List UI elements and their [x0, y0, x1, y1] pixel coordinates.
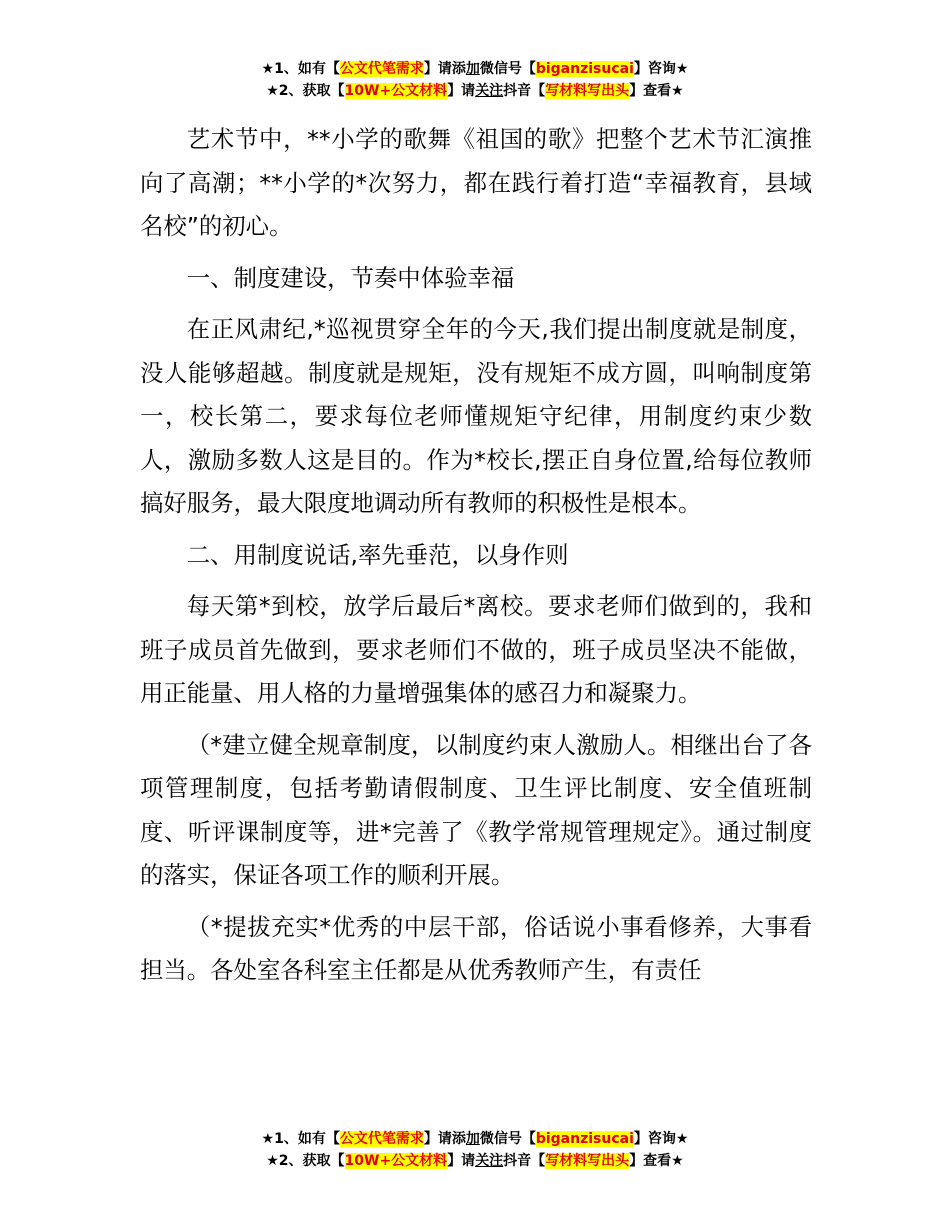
banner-line-2	[0, 1150, 950, 1172]
banner-text: ★1、如有【	[261, 1131, 340, 1147]
paragraph: 艺术节中，**小学的歌舞《祖国的歌》把整个艺术节汇演推向了高潮；**小学的*次努力，都在践行着打造“幸福教育，县域名校”的初心。	[140, 125, 812, 240]
banner-text: 抖音【	[503, 1153, 546, 1169]
bottom-banner	[0, 1128, 950, 1172]
paragraph: （*建立健全规章制度，以制度约束人激励人。相继出台了各项管理制度，包括考勤请假制度、卫生评比制度、安全值班制度、听评课制度等，进*完善了《教学常规管理规定》。通过制度的落实，保证各项工作的顺利开展。	[140, 730, 812, 889]
paragraph: （*提拔充实*优秀的中层干部，俗话说小事看修养，大事看担当。各处室各科室主任都是从优秀教师产生，有责任	[140, 912, 812, 984]
banner-text-underlined: 加	[465, 61, 480, 77]
section-heading: 二、用制度说话,率先垂范，以身作则	[186, 540, 569, 569]
banner-text: 】请添	[423, 61, 466, 77]
highlight-materials: 10W+公文材料	[344, 1153, 448, 1169]
highlight-wechat-id: biganzisucai	[535, 61, 634, 77]
banner-text: 】咨询★	[633, 61, 689, 77]
document-body	[140, 118, 812, 1001]
banner-text: 微信号【	[479, 61, 536, 77]
banner-text: ★1、如有【	[261, 61, 340, 77]
banner-text: 抖音【	[503, 83, 546, 99]
highlight-ghostwriting: 公文代笔需求	[339, 61, 424, 77]
banner-text: 】咨询★	[633, 1131, 689, 1147]
banner-text: 】查看★	[629, 1153, 684, 1169]
highlight-douyin: 写材料写出头	[545, 1153, 630, 1169]
banner-line-1	[0, 58, 950, 80]
banner-text-underlined: 关注	[475, 83, 504, 99]
paragraph: 每天第*到校，放学后最后*离校。要求老师们做到的，我和班子成员首先做到，要求老师们不做的，班子成员坚决不能做，用正能量、用人格的力量增强集体的感召力和凝聚力。	[140, 592, 812, 707]
paragraph: 在正风肃纪,*巡视贯穿全年的今天,我们提出制度就是制度，没人能够超越。制度就是规矩，没有规矩不成方圆，叫响制度第一，校长第二，要求每位老师懂规矩守纪律，用制度约束少数人，激励多数人这是目的。作为*校长,摆正自身位置,给每位教师搞好服务，最大限度地调动所有教师的积极性是根本。	[140, 315, 812, 517]
highlight-douyin: 写材料写出头	[545, 83, 630, 99]
banner-text: 】请	[447, 1153, 476, 1169]
section-heading: 一、制度建设，节奏中体验幸福	[186, 263, 515, 292]
banner-text: ★2、获取【	[266, 1153, 345, 1169]
banner-text: 】请	[447, 83, 476, 99]
banner-text: 微信号【	[479, 1131, 536, 1147]
banner-text-underlined: 加	[465, 1131, 480, 1147]
banner-text: 】请添	[423, 1131, 466, 1147]
banner-text: ★2、获取【	[266, 83, 345, 99]
banner-text-underlined: 关注	[475, 1153, 504, 1169]
top-banner	[0, 58, 950, 102]
highlight-ghostwriting: 公文代笔需求	[339, 1131, 424, 1147]
highlight-materials: 10W+公文材料	[344, 83, 448, 99]
banner-text: 】查看★	[629, 83, 684, 99]
banner-line-2	[0, 80, 950, 102]
highlight-wechat-id: biganzisucai	[535, 1131, 634, 1147]
banner-line-1	[0, 1128, 950, 1150]
